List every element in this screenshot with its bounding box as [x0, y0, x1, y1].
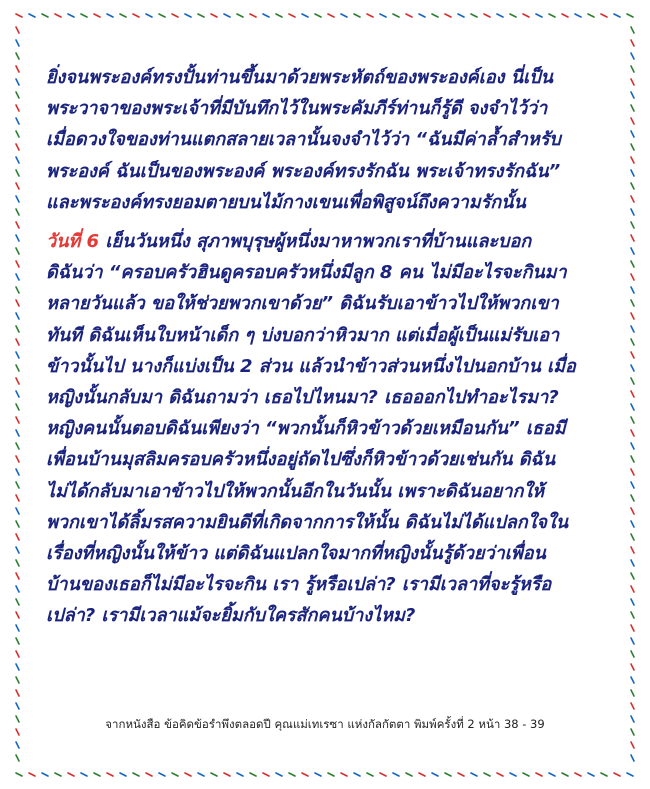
text-line [46, 226, 604, 257]
text-line: เปล่า? เรามีเวลาแม้จะยิ้มกับใครสักคนบ้างไหม? [46, 605, 416, 627]
text-line: ข้าวนั้นไป นางก็แบ่งเป็น 2 ส่วน แล้วนำข้าวส่วนหนึ่งไปนอกบ้าน เมื่อ [46, 355, 576, 377]
text-line: เมื่อดวงใจของท่านแตกสลายเวลานั้นจงจำไว้ว่า “ฉันมีค่าล้ำสำหรับ [46, 129, 561, 151]
text-line: หญิงคนนั้นตอบดิฉันเพียงว่า “พวกนั้นก็หิวข้าวด้วยเหมือนกัน” เธอมี [46, 418, 566, 440]
paragraph-1 [46, 62, 604, 218]
text-line: พระวาจาของพระเจ้าที่มีบันทึกไว้ในพระคัมภีร์ท่านก็รู้ดี จงจำไว้ว่า [46, 98, 548, 120]
text-line: เพื่อนบ้านมุสลิมครอบครัวหนึ่งอยู่ถัดไปซึ่งก็หิวข้าวด้วยเช่นกัน ดิฉัน [46, 449, 556, 471]
text-line: บ้านของเธอก็ไม่มีอะไรจะกิน เรา รู้หรือเปล่า? เรามีเวลาที่จะรู้หรือ [46, 574, 552, 596]
text-line: ทันที ดิฉันเห็นใบหน้าเด็ก ๆ บ่งบอกว่าหิวมาก แต่เมื่อผู้เป็นแม่รับเอา [46, 324, 560, 346]
text-line: หลายวันแล้ว ขอให้ช่วยพวกเขาด้วย” ดิฉันรับเอาข้าวไปให้พวกเขา [46, 293, 559, 315]
day-label: วันที่ 6 [46, 231, 100, 253]
day-first-line-text: เย็นวันหนึ่ง สุภาพบุรุษผู้หนึ่งมาหาพวกเราที่บ้านและบอก [99, 231, 532, 253]
text-line: หญิงนั้นกลับมา ดิฉันถามว่า เธอไปไหนมา? เธอออกไปทำอะไรมา? [46, 387, 559, 409]
main-text [46, 62, 604, 632]
paragraph-2 [46, 226, 604, 632]
text-line: พวกเขาได้ลิ้มรสความยินดีที่เกิดจากการให้นั้น ดิฉันไม่ได้แปลกใจใน [46, 511, 569, 533]
text-line: และพระองค์ทรงยอมตายบนไม้กางเขนเพื่อพิสูจน์ถึงความรักนั้น [46, 191, 526, 213]
text-line: ดิฉันว่า “ครอบครัวฮินดูครอบครัวหนึ่งมีลูก 8 คน ไม่มีอะไรจะกินมา [46, 262, 567, 284]
text-line: ยิ่งจนพระองค์ทรงปั้นท่านขึ้นมาด้วยพระหัตถ์ของพระองค์เอง นี่เป็น [46, 67, 553, 88]
text-line: ไม่ได้กลับมาเอาข้าวไปให้พวกนั้นอีกในวันนั้น เพราะดิฉันอยากให้ [46, 480, 545, 502]
text-line: พระองค์ ฉันเป็นของพระองค์ พระองค์ทรงรักฉัน พระเจ้าทรงรักฉัน” [46, 160, 561, 182]
text-line: เรื่องที่หญิงนั้นให้ข้าว แต่ดิฉันแปลกใจมากที่หญิงนั้นรู้ด้วยว่าเพื่อน [46, 543, 546, 565]
source-citation: จากหนังสือ ข้อคิดข้อรำพึงตลอดปี คุณแม่เทเรซา แห่งกัลกัตตา พิมพ์ครั้งที่ 2 หน้า 38 - 39 [105, 717, 545, 731]
